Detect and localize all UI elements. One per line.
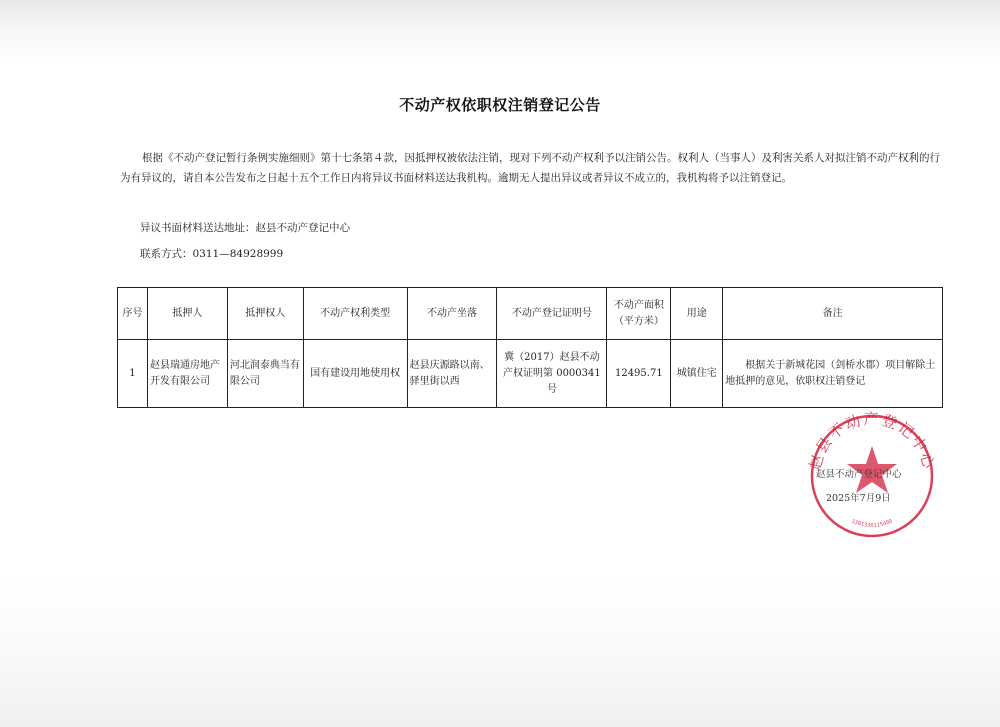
- header-usage: 用途: [671, 288, 723, 340]
- header-cert-no: 不动产登记证明号: [497, 288, 607, 340]
- header-seq: 序号: [118, 288, 148, 340]
- intro-paragraph: [120, 148, 950, 188]
- intro-text: 根据《不动产登记暂行条例实施细则》第十七条第４款，因抵押权被依法注销，现对下列不动产权利予以注销公告。权利人（当事人）及利害关系人对拟注销不动产权利的行为有异议的，请自本公告发布之日起十五个工作日内将异议书面材料送达我机构。逾期无人提出异议或者异议不成立的，我机构将予以注销登记。: [120, 152, 940, 184]
- header-remark: 备注: [723, 288, 943, 340]
- seal-ring-text: 赵县不动产登记中心: [806, 410, 938, 472]
- cell-area: 12495.71: [607, 340, 671, 408]
- contact-info: 联系方式：0311—84928999: [140, 248, 284, 260]
- cancellation-table: [117, 287, 943, 408]
- cell-usage: 城镇住宅: [671, 340, 723, 408]
- seal-code: 1301330115480: [850, 518, 894, 530]
- issue-date: 2025年7月9日: [826, 493, 891, 504]
- cell-cert-no: 冀（2017）赵县不动产权证明第 0000341 号: [497, 340, 607, 408]
- cell-mortgagor: 赵县瑞通房地产开发有限公司: [147, 340, 227, 408]
- header-right-type: 不动产权利类型: [303, 288, 407, 340]
- header-mortgagor: 抵押人: [147, 288, 227, 340]
- cell-seq: 1: [118, 340, 148, 408]
- table-row: [118, 340, 943, 408]
- table-header-row: [118, 288, 943, 340]
- header-mortgagee: 抵押权人: [227, 288, 303, 340]
- issuer-name: 赵县不动产登记中心: [816, 469, 902, 480]
- cell-right-type: 国有建设用地使用权: [303, 340, 407, 408]
- document-title: 不动产权依职权注销登记公告: [399, 96, 601, 114]
- cell-remark: 根据关于新城花园（剑桥水郡）项目解除土地抵押的意见，依职权注销登记: [723, 340, 943, 408]
- objection-address: 异议书面材料送达地址：赵县不动产登记中心: [140, 222, 350, 234]
- header-location: 不动产坐落: [407, 288, 497, 340]
- official-seal: [802, 408, 942, 538]
- scan-shadow-bottom: [0, 577, 1000, 727]
- cell-location: 赵县庆源路以南、驿里街以西: [407, 340, 497, 408]
- header-area: 不动产面积（平方米）: [607, 288, 671, 340]
- scan-shadow-top: [0, 0, 1000, 60]
- cell-mortgagee: 河北润泰典当有限公司: [227, 340, 303, 408]
